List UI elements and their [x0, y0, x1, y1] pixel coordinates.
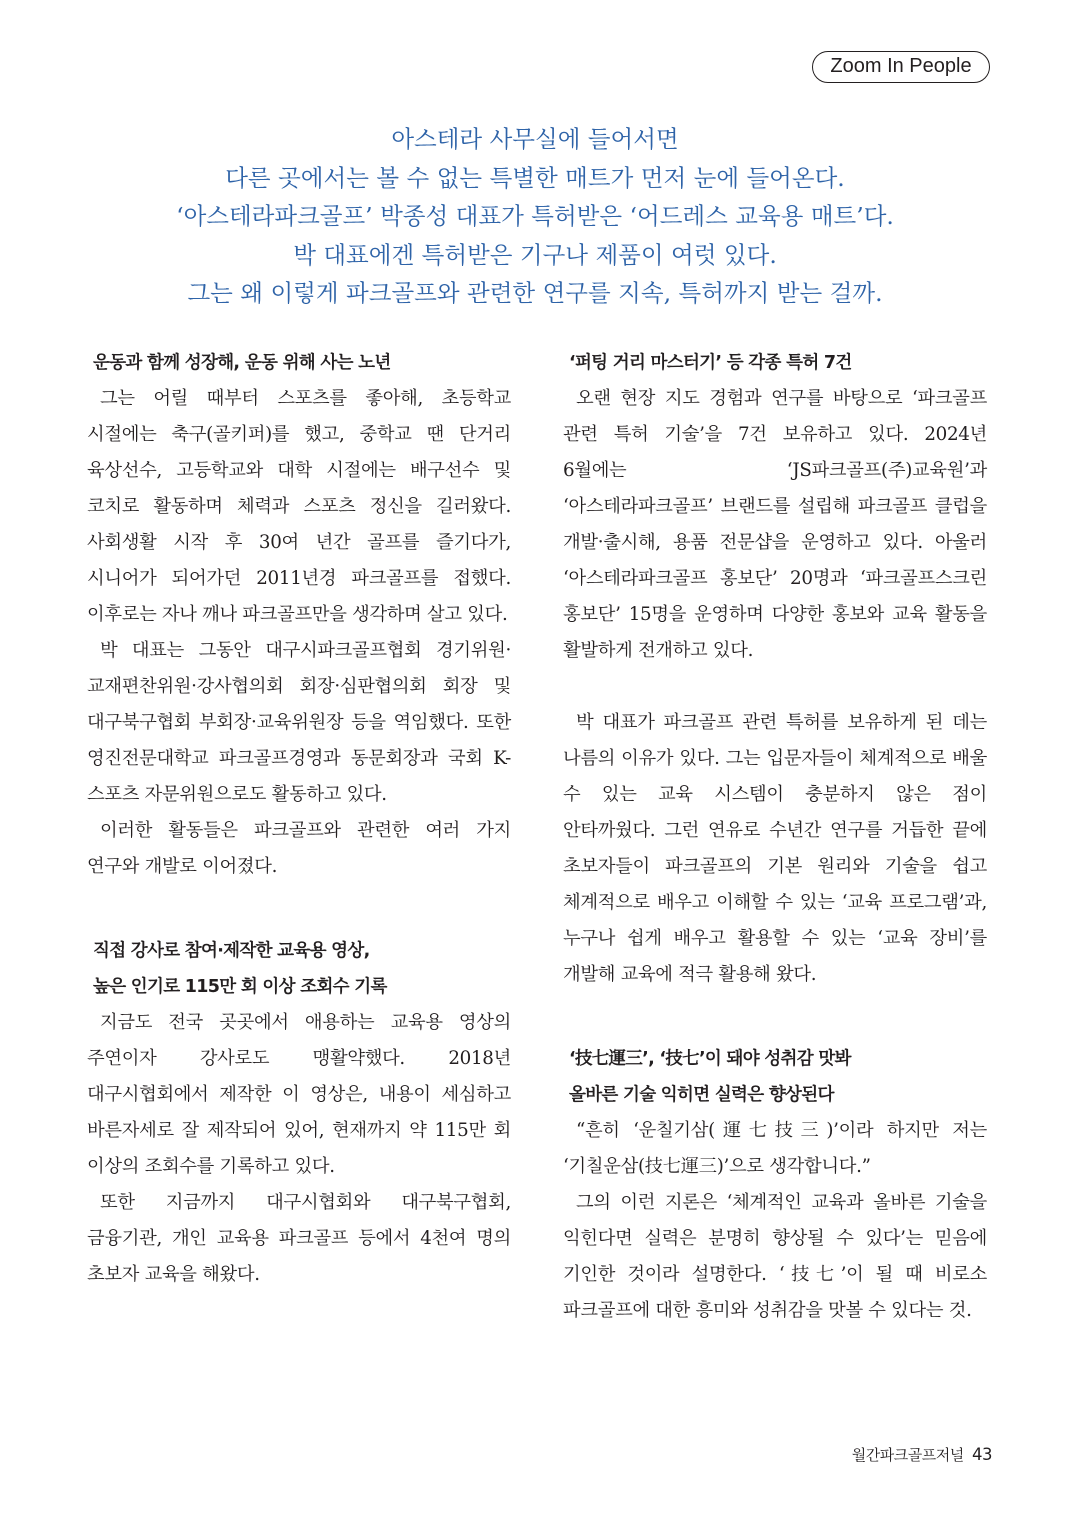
section-heading: 직접 강사로 참여·제작한 교육용 영상, — [93, 941, 370, 961]
magazine-name: 월간파크골프저널 — [851, 1446, 964, 1464]
intro-line: 그는 왜 이렇게 파크골프와 관련한 연구를 지속, 특허까지 받는 걸까. — [187, 279, 883, 307]
section-heading: 높은 인기로 115만 회 이상 조회수 기록 — [93, 977, 387, 997]
body-paragraph: 그는 어릴 때부터 스포츠를 좋아해, 초등학교 시절에는 축구(골키퍼)를 했고, 중학교 땐 단거리 육상선수, 고등학교와 대학 시절에는 배구선수 및 코치로 활동하며 체력과 스포츠 정신을 길러왔다. 사회생활 시작 후 30여 년간 골프를 즐기다가, 시니어가 되어가던 2011년경 파크골프를 접했다. 이후로는 자나 깨나 파크골프만을 생각하며 살고 있다. — [87, 388, 511, 625]
body-paragraph: 지금도 전국 곳곳에서 애용하는 교육용 영상의 주연이자 강사로도 맹활약했다. 2018년 대구시협회에서 제작한 이 영상은, 내용이 세심하고 바른자세로 잘 제작되어 있어, 현재까지 약 115만 회 이상의 조회수를 기록하고 있다. — [87, 1012, 511, 1177]
body-paragraph: “흔히 ‘운칠기삼(運七技三)’이라 하지만 저는 ‘기칠운삼(技七運三)’으로 생각합니다.” — [563, 1120, 987, 1177]
page-footer — [852, 1444, 992, 1465]
section-heading: 운동과 함께 성장해, 운동 위해 사는 노년 — [93, 353, 391, 373]
intro-line: 다른 곳에서는 볼 수 없는 특별한 매트가 먼저 눈에 들어온다. — [225, 163, 845, 192]
body-paragraph: 이러한 활동들은 파크골프와 관련한 여러 가지 연구와 개발로 이어졌다. — [87, 820, 511, 877]
body-paragraph: 박 대표는 그동안 대구시파크골프협회 경기위원·교재편찬위원·강사협의회 회장·심판협의회 회장 및 대구북구협회 부회장·교육위원장 등을 역임했다. 또한 영진전문대학교 파크골프경영과 동문회장과 국회 K-스포츠 자문위원으로도 활동하고 있다. — [87, 640, 511, 805]
intro-line: 아스테라 사무실에 들어서면 — [391, 125, 679, 153]
section-heading: ‘퍼팅 거리 마스터기’ 등 각종 특허 7건 — [569, 353, 852, 373]
intro-lead — [60, 120, 1010, 313]
right-column — [563, 345, 987, 1329]
left-column — [87, 345, 511, 1293]
intro-line: ‘아스테라파크골프’ 박종성 대표가 특허받은 ‘어드레스 교육용 매트’다. — [176, 202, 894, 230]
body-paragraph: 그의 이런 지론은 ‘체계적인 교육과 올바른 기술을 익힌다면 실력은 분명히 향상될 수 있다’는 믿음에 기인한 것이라 설명한다. ‘技七’이 될 때 비로소 파크골프에 대한 흥미와 성취감을 맛볼 수 있다는 것. — [563, 1192, 987, 1321]
body-paragraph: 박 대표가 파크골프 관련 특허를 보유하게 된 데는 나름의 이유가 있다. 그는 입문자들이 체계적으로 배울 수 있는 교육 시스템이 충분하지 않은 점이 안타까웠다. 그런 연유로 수년간 연구를 거듭한 끝에 초보자들이 파크골프의 기본 원리와 기술을 쉽고 체계적으로 배우고 이해할 수 있는 ‘교육 프로그램’과, 누구나 쉽게 배우고 활용할 수 있는 ‘교육 장비’를 개발해 교육에 적극 활용해 왔다. — [563, 712, 987, 985]
section-heading: ‘技七運三’, ‘技七’이 돼야 성취감 맛봐 — [569, 1049, 851, 1069]
page-number: 43 — [972, 1445, 992, 1464]
section-heading: 올바른 기술 익히면 실력은 향상된다 — [569, 1085, 834, 1105]
body-paragraph: 또한 지금까지 대구시협회와 대구북구협회, 금융기관, 개인 교육용 파크골프 등에서 4천여 명의 초보자 교육을 해왔다. — [87, 1192, 511, 1285]
section-tag: Zoom In People — [812, 51, 990, 83]
body-paragraph: 오랜 현장 지도 경험과 연구를 바탕으로 ‘파크골프 관련 특허 기술’을 7건 보유하고 있다. 2024년 6월에는 ‘JS파크골프(주)교육원’과 ‘아스테라파크골프’ 브랜드를 설립해 파크골프 클럽을 개발·출시해, 용품 전문샵을 운영하고 있다. 아울러 ‘아스테라파크골프 홍보단’ 20명과 ‘파크골프스크린 홍보단’ 15명을 운영하며 다양한 홍보와 교육 활동을 활발하게 전개하고 있다. — [563, 388, 987, 661]
intro-line: 박 대표에겐 특허받은 기구나 제품이 여럿 있다. — [293, 240, 777, 269]
